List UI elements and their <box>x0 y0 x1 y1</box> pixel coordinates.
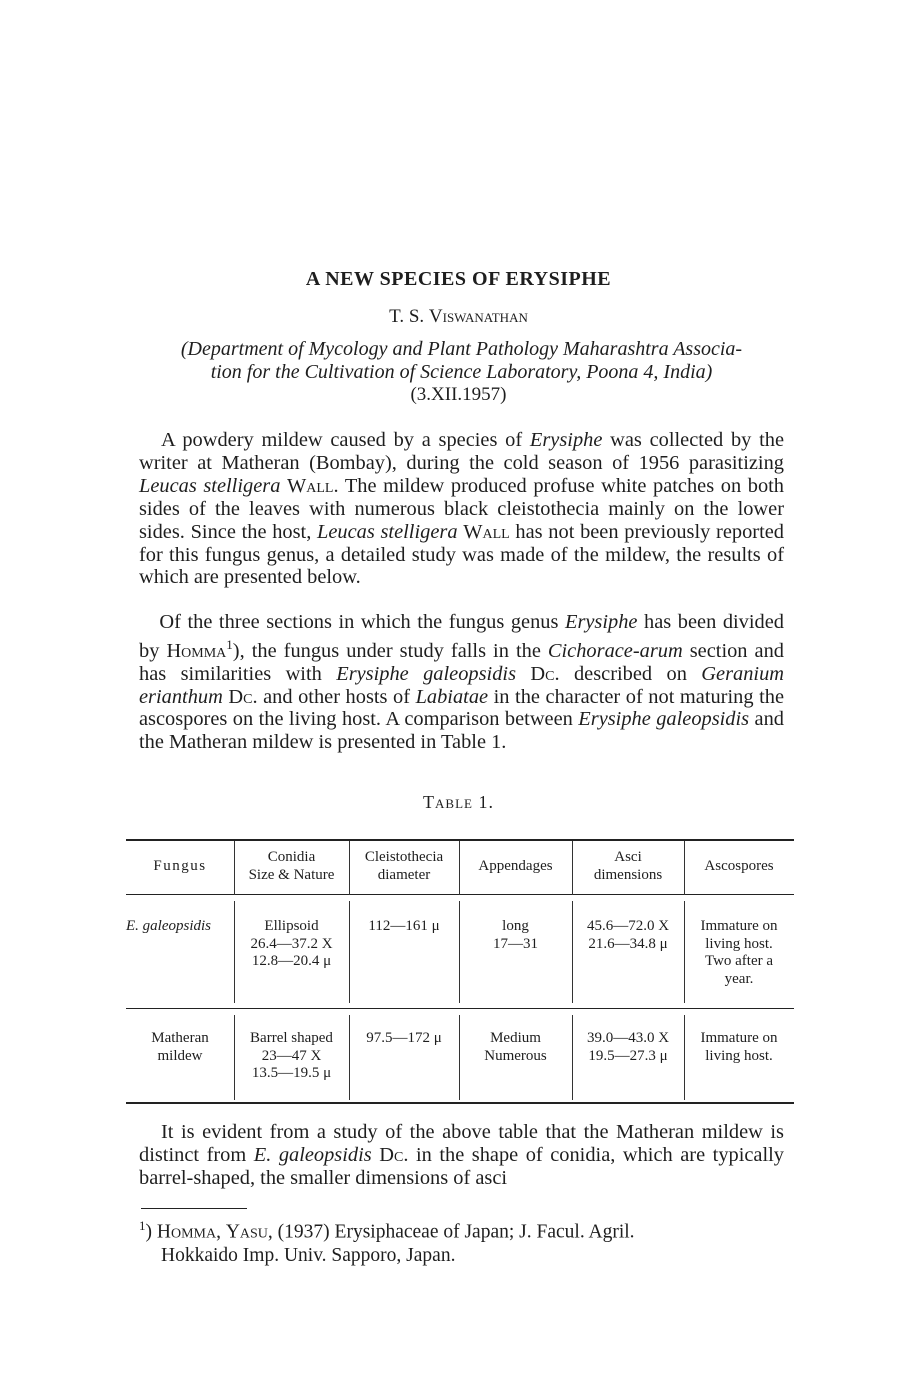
paper-title: A NEW SPECIES OF ERYSIPHE <box>305 268 612 290</box>
table-row-rule <box>126 1008 794 1009</box>
row1-ascospores: Immature on living host. Two after a year. <box>700 918 778 987</box>
received-date: (3.XII.1957) <box>410 384 507 405</box>
body-paragraph-3: It is evident from a study of the above table that the Matheran mildew is distinct from E. galeopsidis Dc. in the shape of conidia, which are typically barrel-shaped, the smaller dimensions of asci <box>139 1121 785 1189</box>
body-paragraph-2: Of the three sections in which the fungus genus Erysiphe has been divided by Homma$^1$), the fungus under study falls in the Cichorace-arum section and has similarities with Erysiphe galeopsidis Dc. described on Geranium erianthum Dc. and other hosts of Labiatae in the character of not maturing the ascospores on the living host. A comparison between Erysiphe galeopsidis and the Matheran mildew is presented in Table 1. <box>139 611 784 754</box>
affiliation-line: (Department of Mycology and Plant Pathology Maharashtra Associa- <box>180 338 743 360</box>
header-cleistothecia: Cleistothecia diameter <box>364 849 444 883</box>
footnote-marker: 1 <box>139 1218 146 1233</box>
header-fungus: Fungus <box>153 858 207 874</box>
row1-asci: 45.6—72.0 X 21.6—34.8 μ <box>586 918 670 952</box>
author-surname: Viswanathan <box>428 306 528 327</box>
affiliation <box>139 338 784 384</box>
table-header-rule <box>126 894 794 895</box>
row2-fungus: Matheran mildew <box>151 1030 209 1064</box>
header-appendages: Appendages <box>478 858 553 874</box>
row1-fungus: E. galeopsidis <box>126 918 211 934</box>
table-caption: Table 1. <box>423 792 494 812</box>
author-initials: T. S. <box>389 306 425 327</box>
row2-appendages: Medium Numerous <box>484 1030 547 1064</box>
affiliation-line: tion for the Cultivation of Science Laboratory, Poona 4, India) <box>210 361 713 383</box>
row2-ascospores: Immature on living host. <box>700 1030 778 1064</box>
author <box>0 306 917 328</box>
footnote-rule <box>141 1208 247 1209</box>
body-paragraph-1: A powdery mildew caused by a species of Erysiphe was collected by the writer at Matheran (Bombay), during the cold season of 1956 parasitizing Leucas stelligera Wall. The mildew produced profuse white patches on both sides of the leaves with numerous black cleistothecia mainly on the lower sides. Since the host, Leucas stelligera Wall has not been previously reported for this fungus genus, a detailed study was made of the mildew, the results of which are presented below. <box>139 429 784 589</box>
comparison-table <box>126 839 794 1103</box>
footnote-line-1: Homma, Yasu, (1937) Erysiphaceae of Japan; J. Facul. Agril. <box>156 1221 635 1243</box>
footnote: $^1$) Homma, Yasu, (1937) Erysiphaceae of Japan; J. Facul. Agril. Hokkaido Imp. Univ. Sapporo, Japan. <box>139 1214 789 1267</box>
footnote-line-2: Hokkaido Imp. Univ. Sapporo, Japan. <box>161 1244 456 1266</box>
row1-conidia: Ellipsoid 26.4—37.2 X 12.8—20.4 μ <box>250 918 333 969</box>
row1-cleistothecia: 112—161 μ <box>368 918 440 934</box>
header-conidia: Conidia Size & Nature <box>248 849 335 883</box>
row2-conidia: Barrel shaped 23—47 X 13.5—19.5 μ <box>250 1030 333 1081</box>
header-ascospores: Ascospores <box>704 858 774 874</box>
header-asci: Asci dimensions <box>593 849 663 883</box>
table-top-rule <box>126 839 794 841</box>
table-bottom-rule <box>126 1102 794 1104</box>
row2-cleistothecia: 97.5—172 μ <box>366 1030 442 1046</box>
row2-asci: 39.0—43.0 X 19.5—27.3 μ <box>586 1030 670 1064</box>
row1-appendages: long 17—31 <box>493 918 538 952</box>
